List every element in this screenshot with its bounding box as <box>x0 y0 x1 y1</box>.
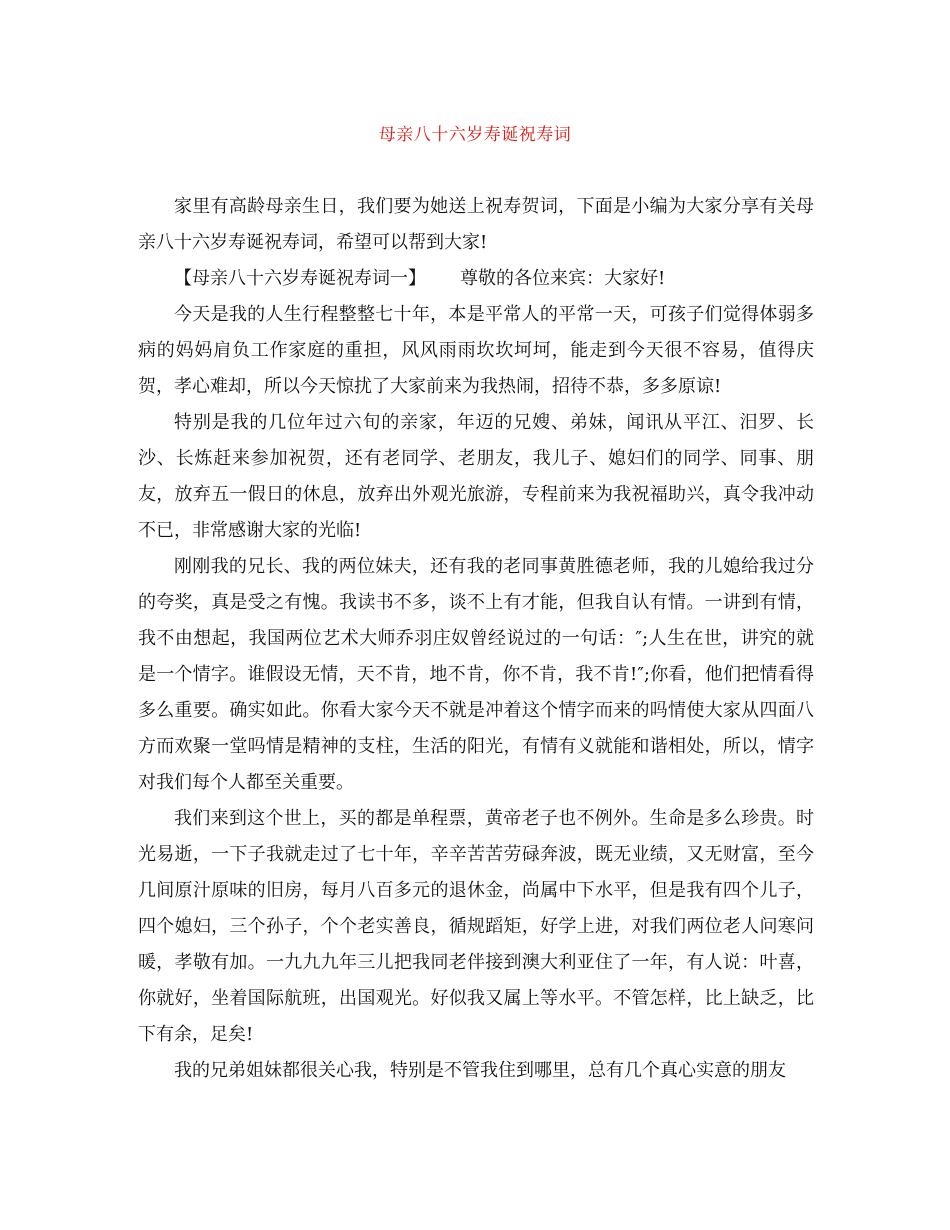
document-body <box>138 189 814 1089</box>
greeting: 尊敬的各位来宾：大家好! <box>460 268 666 289</box>
section-heading-line <box>138 261 814 297</box>
body-paragraph: 今天是我的人生行程整整七十年，本是平常人的平常一天，可孩子们觉得体弱多病的妈妈肩负工作家庭的重担，风风雨雨坎坎坷坷，能走到今天很不容易，值得庆贺，孝心难却，所以今天惊扰了大家前来为我热闹，招待不恭，多多原谅! <box>138 304 814 397</box>
intro-paragraph: 家里有高龄母亲生日，我们要为她送上祝寿贺词，下面是小编为大家分享有关母亲八十六岁寿诞祝寿词，希望可以帮到大家! <box>138 196 814 253</box>
body-paragraph: 我的兄弟姐妹都很关心我，特别是不管我住到哪里，总有几个真心实意的朋友 <box>174 1060 786 1081</box>
document-title: 母亲八十六岁寿诞祝寿词 <box>378 125 572 145</box>
body-paragraph: 特别是我的几位年过六旬的亲家，年迈的兄嫂、弟妹，闻讯从平江、汨罗、长沙、长炼赶来参加祝贺，还有老同学、老朋友，我儿子、媳妇们的同学、同事、朋友，放弃五一假日的休息，放弃出外观光旅游，专程前来为我祝福助兴，真令我冲动不已，非常感谢大家的光临! <box>138 412 814 541</box>
body-paragraph: 我们来到这个世上，买的都是单程票，黄帝老子也不例外。生命是多么珍贵。时光易逝，一下子我就走过了七十年，辛辛苦苦劳碌奔波，既无业绩，又无财富，至今几间原汁原味的旧房，每月八百多元的退休金，尚属中下水平，但是我有四个儿子，四个媳妇，三个孙子，个个老实善良，循规蹈矩，好学上进，对我们两位老人问寒问暖，孝敬有加。一九九九年三儿把我同老伴接到澳大利亚住了一年，有人说：叶喜，你就好，坐着国际航班，出国观光。好似我又属上等水平。不管怎样，比上缺乏，比下有余，足矣! <box>138 808 814 1045</box>
section-heading: 【母亲八十六岁寿诞祝寿词一】 <box>174 268 426 289</box>
body-paragraph: 刚刚我的兄长、我的两位妹夫，还有我的老同事黄胜德老师，我的儿媳给我过分的夸奖，真是受之有愧。我读书不多，谈不上有才能，但我自认有情。一讲到有情，我不由想起，我国两位艺术大师乔羽庄奴曾经说过的一句话：″;人生在世，讲究的就是一个情字。谁假设无情，天不肯，地不肯，你不肯，我不肯!″;你看，他们把情看得多么重要。确实如此。你看大家今天不就是冲着这个情字而来的吗情使大家从四面八方而欢聚一堂吗情是精神的支柱，生活的阳光，有情有义就能和谐相处，所以，情字对我们每个人都至关重要。 <box>138 556 814 793</box>
